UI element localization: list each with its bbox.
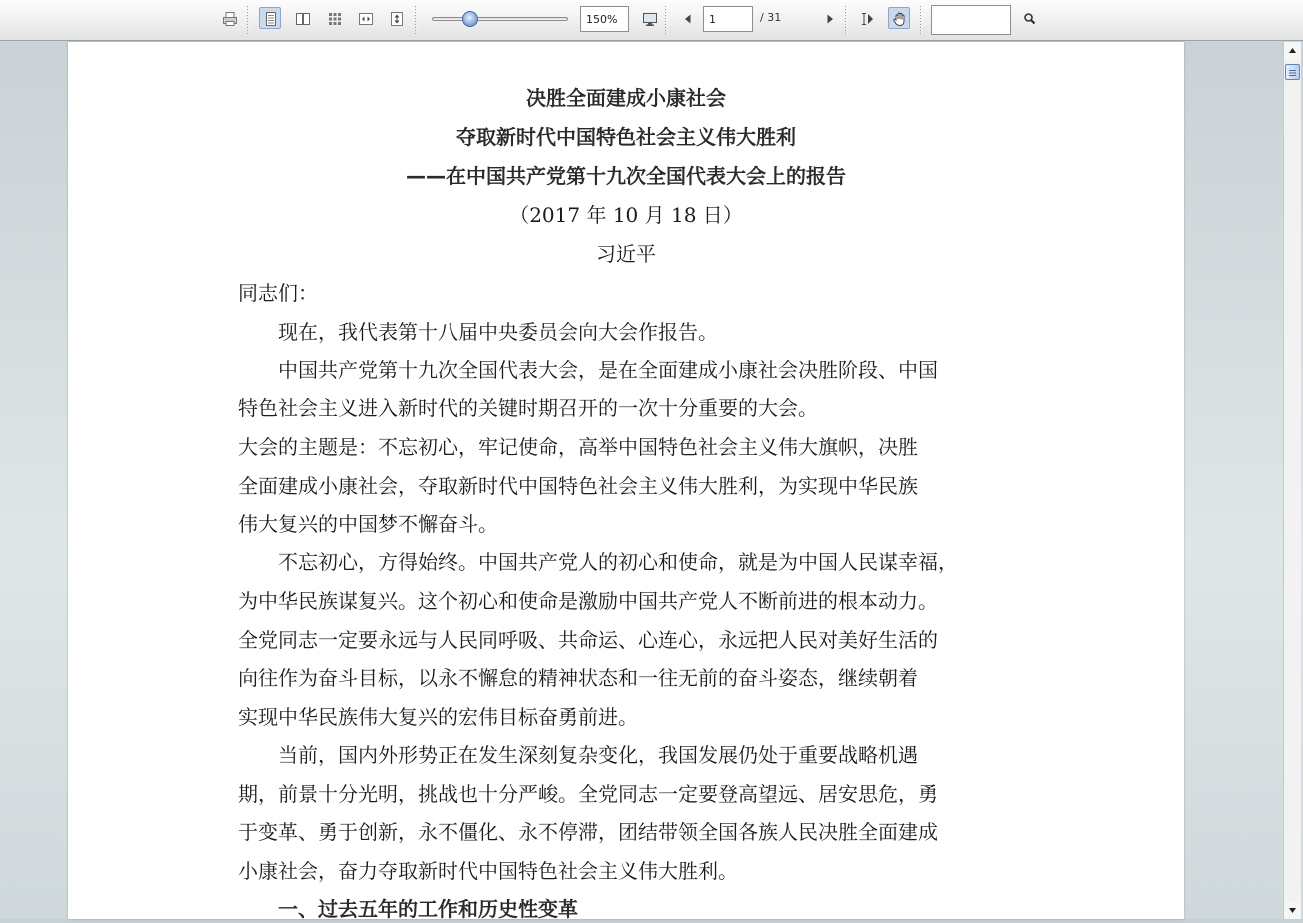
text-cursor-icon — [859, 11, 875, 27]
triangle-right-icon — [822, 11, 838, 27]
vertical-scrollbar[interactable] — [1283, 42, 1301, 919]
fullscreen-button[interactable] — [638, 7, 660, 29]
paragraph-line: 于变革、勇于创新，永不僵化、永不停滞，团结带领全国各族人民决胜全面建成 — [238, 820, 938, 844]
document-title-line-1: 决胜全面建成小康社会 — [526, 86, 726, 110]
search-icon — [1022, 11, 1038, 27]
next-page-button[interactable] — [818, 7, 840, 29]
pdf-toolbar — [0, 0, 1303, 41]
monitor-icon — [642, 11, 658, 27]
zoom-slider-track[interactable] — [432, 17, 568, 21]
scrollbar-thumb[interactable] — [1285, 64, 1300, 80]
thumbnail-view-button[interactable] — [323, 7, 345, 29]
document-title-line-2: 夺取新时代中国特色社会主义伟大胜利 — [456, 125, 796, 149]
paragraph-line: 特色社会主义进入新时代的关键时期召开的一次十分重要的大会。 — [238, 396, 818, 420]
two-page-icon — [295, 11, 311, 27]
previous-page-button[interactable] — [676, 7, 698, 29]
paragraph-line: 全党同志一定要永远与人民同呼吸、共命运、心连心，永远把人民对美好生活的 — [238, 628, 938, 652]
printer-icon — [222, 11, 238, 27]
paragraph-line: 现在，我代表第十八届中央委员会向大会作报告。 — [278, 320, 718, 344]
fit-width-button[interactable] — [354, 7, 376, 29]
triangle-left-icon — [680, 11, 696, 27]
single-page-view-button[interactable] — [259, 7, 281, 29]
arrow-down-icon — [1284, 902, 1301, 919]
print-button[interactable] — [218, 7, 240, 29]
text-select-tool-button[interactable] — [855, 7, 877, 29]
zoom-slider-handle[interactable] — [462, 11, 478, 27]
document-page — [68, 42, 1184, 919]
document-author: 习近平 — [596, 242, 656, 266]
grip-icon — [1286, 66, 1299, 80]
paragraph-line: 不忘初心，方得始终。中国共产党人的初心和使命，就是为中国人民谋幸福， — [278, 550, 958, 574]
hand-tool-button[interactable] — [888, 7, 910, 29]
paragraph-line: 当前，国内外形势正在发生深刻复杂变化，我国发展仍处于重要战略机遇 — [278, 743, 918, 767]
toolbar-separator — [919, 6, 923, 34]
paragraph-line: 向往作为奋斗目标，以永不懈怠的精神状态和一往无前的奋斗姿态，继续朝着 — [238, 666, 918, 690]
paragraph-line: 中国共产党第十九次全国代表大会，是在全面建成小康社会决胜阶段、中国 — [278, 358, 938, 382]
two-page-view-button[interactable] — [291, 7, 313, 29]
document-date: （2017 年 10 月 18 日） — [509, 203, 743, 227]
zoom-input[interactable] — [580, 6, 629, 32]
page-number-input[interactable] — [703, 6, 753, 32]
paragraph-line: 期，前景十分光明，挑战也十分严峻。全党同志一定要登高望远、居安思危，勇 — [238, 782, 938, 806]
toolbar-separator — [246, 6, 250, 34]
paragraph-line: 实现中华民族伟大复兴的宏伟目标奋勇前进。 — [238, 705, 638, 729]
scroll-down-button[interactable] — [1284, 902, 1301, 919]
toolbar-separator — [414, 6, 418, 34]
paragraph-line: 伟大复兴的中国梦不懈奋斗。 — [238, 512, 498, 536]
fit-height-button[interactable] — [385, 7, 407, 29]
paragraph-line: 大会的主题是：不忘初心，牢记使命，高举中国特色社会主义伟大旗帜，决胜 — [238, 435, 918, 459]
fit-height-icon — [389, 11, 405, 27]
paragraph-line: 全面建成小康社会，夺取新时代中国特色社会主义伟大胜利，为实现中华民族 — [238, 474, 918, 498]
search-button[interactable] — [1018, 7, 1040, 29]
grid-icon — [327, 11, 343, 27]
toolbar-separator — [844, 6, 848, 34]
search-input[interactable] — [931, 5, 1011, 35]
document-title-line-3: ——在中国共产党第十九次全国代表大会上的报告 — [406, 164, 846, 188]
fit-width-icon — [358, 11, 374, 27]
toolbar-separator — [664, 6, 668, 34]
single-page-icon — [263, 11, 279, 27]
section-heading: 一、过去五年的工作和历史性变革 — [278, 897, 578, 921]
paragraph-line: 小康社会，奋力夺取新时代中国特色社会主义伟大胜利。 — [238, 859, 738, 883]
salutation: 同志们： — [238, 281, 318, 305]
hand-icon — [892, 11, 908, 27]
page-total-label: / 31 — [760, 11, 782, 24]
paragraph-line: 为中华民族谋复兴。这个初心和使命是激励中国共产党人不断前进的根本动力。 — [238, 589, 938, 613]
arrow-up-icon — [1284, 42, 1301, 59]
scroll-up-button[interactable] — [1284, 42, 1301, 59]
